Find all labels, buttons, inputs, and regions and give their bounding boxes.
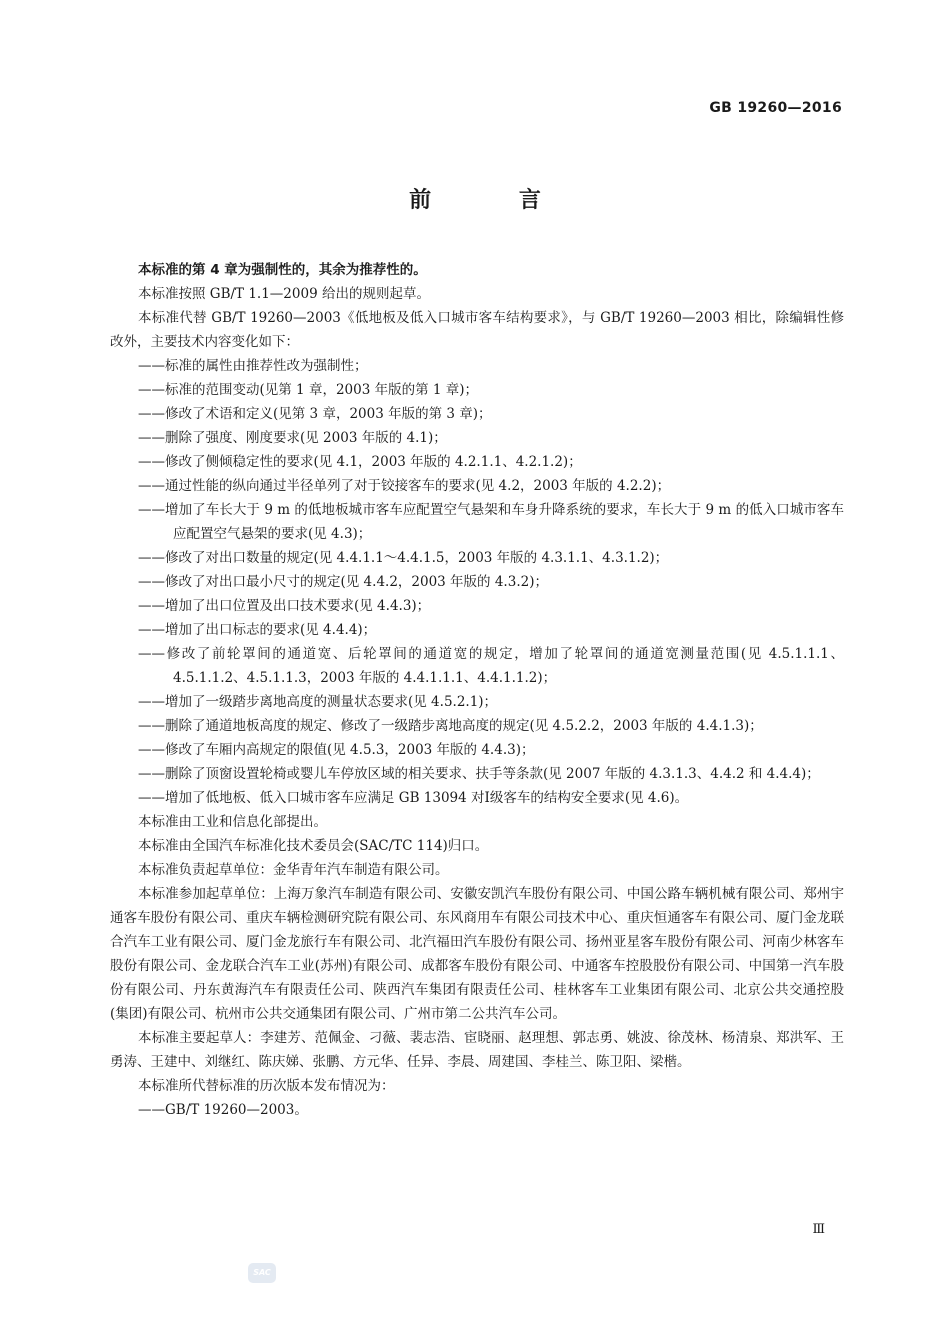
change-item: ——修改了侧倾稳定性的要求(见 4.1，2003 年版的 4.2.1.1、4.2.1.2)； [138,454,582,470]
change-item: ——修改了车厢内高规定的限值(见 4.5.3，2003 年版的 4.4.3)； [138,742,535,758]
change-item: ——标准的属性由推荐性改为强制性； [138,358,368,374]
paragraph-replacement: 本标准代替 GB/T 19260—2003《低地板及低入口城市客车结构要求》，与 GB/T 19260—2003 相比，除编辑性修改外，主要技术内容变化如下： [110,310,844,350]
change-item: ——增加了低地板、低入口城市客车应满足 GB 13094 对Ⅰ级客车的结构安全要求(见 4.6)。 [138,790,689,806]
change-item: ——修改了对出口最小尺寸的规定(见 4.4.2，2003 年版的 4.3.2)； [138,574,548,590]
change-item: ——删除了强度、刚度要求(见 2003 年版的 4.1)； [138,430,447,446]
paragraph-proposer: 本标准由工业和信息化部提出。 [138,814,327,830]
page-number: Ⅲ [812,1222,825,1237]
standard-code: GB 19260—2016 [709,100,842,116]
sac-logo: SAC [248,1263,276,1283]
paragraph-drafting-rules: 本标准按照 GB/T 1.1—2009 给出的规则起草。 [138,286,430,302]
paragraph-participating-drafters: 本标准参加起草单位：上海万象汽车制造有限公司、安徽安凯汽车股份有限公司、中国公路车辆机械有限公司、郑州宇通客车股份有限公司、重庆车辆检测研究院有限公司、东风商用车有限公司技术中心、重庆恒通客车有限公司、厦门金龙联合汽车工业有限公司、厦门金龙旅行车有限公司、北汽福田汽车股份有限公司、扬州亚星客车股份有限公司、河南少林客车股份有限公司、金龙联合汽车工业(苏州)有限公司、成都客车股份有限公司、中通客车控股股份有限公司、中国第一汽车股份有限公司、丹东黄海汽车有限责任公司、陕西汽车集团有限责任公司、桂林客车工业集团有限公司、北京公共交通控股(集团)有限公司、杭州市公共交通集团有限公司、广州市第二公共汽车公司。 [110,886,844,1022]
change-item: ——删除了顶窗设置轮椅或婴儿车停放区域的相关要求、扶手等条款(见 2007 年版的 4.3.1.3、4.4.2 和 4.4.4)； [138,766,820,782]
paragraph-mandatory-note: 本标准的第 4 章为强制性的，其余为推荐性的。 [138,262,427,278]
change-item: ——增加了出口标志的要求(见 4.4.4)； [138,622,377,638]
paragraph-lead-drafter: 本标准负责起草单位：金华青年汽车制造有限公司。 [138,862,449,878]
paragraph-committee: 本标准由全国汽车标准化技术委员会(SAC/TC 114)归口。 [138,838,489,854]
change-item: ——增加了一级踏步离地高度的测量状态要求(见 4.5.2.1)； [138,694,498,710]
change-item: ——增加了出口位置及出口技术要求(见 4.4.3)； [138,598,431,614]
document-body [110,258,844,1122]
change-item: ——标准的范围变动(见第 1 章，2003 年版的第 1 章)； [138,382,479,398]
history-item: ——GB/T 19260—2003。 [138,1102,308,1118]
page-title: 前 言 [409,188,581,213]
change-item: ——通过性能的纵向通过半径单列了对于铰接客车的要求(见 4.2，2003 年版的 4.2.2)； [138,478,671,494]
change-item: ——删除了通道地板高度的规定、修改了一级踏步离地高度的规定(见 4.5.2.2，2003 年版的 4.4.1.3)； [138,718,763,734]
change-item: ——增加了车长大于 9 m 的低地板城市客车应配置空气悬架和车身升降系统的要求，车长大于 9 m 的低入口城市客车应配置空气悬架的要求(见 4.3)； [138,502,844,542]
change-item: ——修改了术语和定义(见第 3 章，2003 年版的第 3 章)； [138,406,492,422]
paragraph-main-drafters: 本标准主要起草人：李建芳、范佩金、刁薇、裴志浩、宦晓丽、赵理想、郭志勇、姚波、徐茂林、杨清泉、郑洪军、王勇涛、王建中、刘继红、陈庆娣、张鹏、方元华、任异、李晨、周建国、李桂兰、陈卫阳、梁楷。 [110,1030,844,1070]
paragraph-history-intro: 本标准所代替标准的历次版本发布情况为： [138,1078,395,1094]
change-item: ——修改了前轮罩间的通道宽、后轮罩间的通道宽的规定，增加了轮罩间的通道宽测量范围(见 4.5.1.1.1、4.5.1.1.2、4.5.1.1.3，2003 年版的 4.4.1.1.1、4.4.1.1.2)； [138,646,844,686]
change-item: ——修改了对出口数量的规定(见 4.4.1.1～4.4.1.5，2003 年版的 4.3.1.1、4.3.1.2)； [138,550,669,566]
